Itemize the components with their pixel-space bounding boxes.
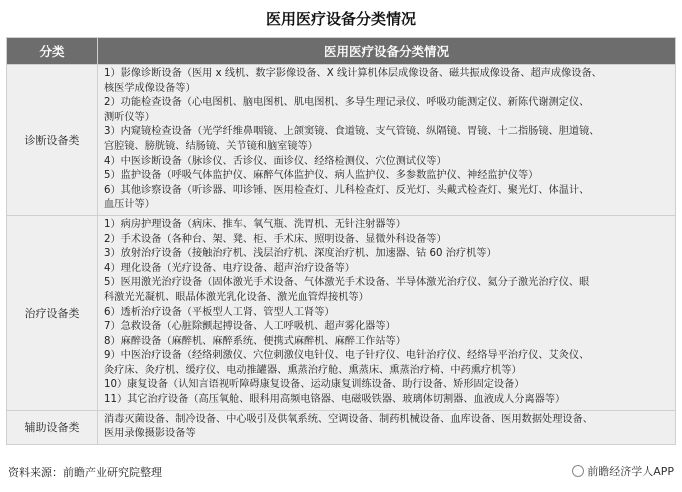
detail-line: 2）功能检查设备（心电图机、脑电图机、肌电图机、多导生理记录仪、呼吸功能测定仪、新陈代谢测定仪、 — [104, 97, 590, 109]
table-header-row — [7, 38, 676, 65]
detail-line: 3）放射治疗设备（接触治疗机、浅层治疗机、深度治疗机、加速器、钴 60 治疗机等） — [104, 248, 497, 260]
detail-line: 6）其他诊察设备（听诊器、叩诊锤、医用检查灯、儿科检查灯、反光灯、头戴式检查灯、聚光灯、体温计、 — [104, 184, 590, 196]
brand-name: 前瞻经济学人APP — [587, 465, 674, 478]
detail-line: 科激光光凝机、眼晶体激光乳化设备、激光血管焊接机等） — [104, 291, 369, 303]
category-cell: 辅助设备类 — [7, 410, 98, 444]
detail-line: 测听仪等） — [104, 111, 155, 123]
detail-line: 5）医用激光治疗设备（固体激光手术设备、气体激光手术设备、半导体激光治疗仪、氦分子激光治疗仪、眼 — [104, 277, 590, 289]
detail-line: 3）内窥镜检查设备（光学纤维鼻咽镜、上颌窦镜、食道镜、支气管镜、纵隔镜、胃镜、十二指肠镜、胆道镜、 — [104, 126, 600, 138]
table-row — [7, 215, 676, 410]
detail-line: 1）影像诊断设备（医用 x 线机、数字影像设备、X 线计算机体层成像设备、磁共振成像设备、超声成像设备、 — [104, 68, 602, 79]
detail-line: 核医学成像设备等） — [104, 82, 196, 94]
table-row — [7, 65, 676, 216]
detail-line: 4）理化设备（光疗设备、电疗设备、超声治疗设备等） — [104, 262, 355, 274]
detail-line: 9）中医治疗设备（经络刺激仪、穴位刺激仪电针仪、电子针疗仪、电针治疗仪、经络导平治疗仪、艾灸仪、 — [104, 350, 590, 362]
detail-line: 7）急救设备（心脏除颤起搏设备、人工呼吸机、超声雾化器等） — [104, 321, 396, 333]
detail-cell — [98, 410, 676, 444]
header-category: 分类 — [7, 38, 98, 65]
detail-line: 2）手术设备（各种台、架、凳、柜、手术床、照明设备、显微外科设备等） — [104, 233, 447, 245]
header-detail: 医用医疗设备分类情况 — [98, 38, 676, 65]
table-row — [7, 410, 676, 444]
page-title: 医用医疗设备分类情况 — [265, 10, 416, 28]
detail-line: 消毒灭菌设备、制冷设备、中心吸引及供氧系统、空调设备、制药机械设备、血库设备、医用数据处理设备、 — [104, 413, 593, 425]
detail-cell — [98, 215, 676, 410]
detail-line: 1）病房护理设备（病床、推车、氧气瓶、洗胃机、无针注射器等） — [104, 218, 406, 230]
category-cell: 诊断设备类 — [7, 65, 98, 216]
detail-line: 4）中医诊断设备（脉诊仪、舌诊仪、面诊仪、经络检测仪、穴位测试仪等） — [104, 155, 447, 167]
category-cell: 治疗设备类 — [7, 215, 98, 410]
detail-line: 灸疗床、灸疗机、缓疗仪、电动推罐器、熏蒸治疗舱、熏蒸床、熏蒸治疗椅、中药熏疗机等） — [104, 364, 522, 376]
detail-line: 宫腔镜、膀胱镜、结肠镜、关节镜和脑室镜等） — [104, 140, 318, 152]
detail-line: 11）其它治疗设备（高压氧舱、眼科用高频电铬器、电磁吸铁器、玻璃体切割器、血液成人分离器等） — [104, 394, 566, 406]
detail-line: 8）麻醉设备（麻醉机、麻醉系统、便携式麻醉机、麻醉工作站等） — [104, 335, 406, 347]
source-note: 资料来源：前瞻产业研究院整理 — [8, 466, 162, 479]
detail-line: 10）康复设备（认知言语视听障碍康复设备、运动康复训练设备、助行设备、矫形固定设备） — [104, 379, 525, 391]
detail-line: 6）透析治疗设备（平板型人工肾、管型人工肾等） — [104, 306, 335, 318]
classification-table — [6, 37, 676, 445]
detail-line: 5）监护设备（呼吸气体监护仪、麻醉气体监护仪、病人监护仪、多参数监护仪、神经监护仪等） — [104, 170, 539, 182]
detail-line: 血压计等） — [104, 199, 155, 211]
brand-logo-icon — [572, 465, 584, 477]
brand-watermark — [572, 463, 674, 479]
detail-cell — [98, 65, 676, 216]
detail-line: 医用录像摄影设备等 — [104, 428, 196, 440]
